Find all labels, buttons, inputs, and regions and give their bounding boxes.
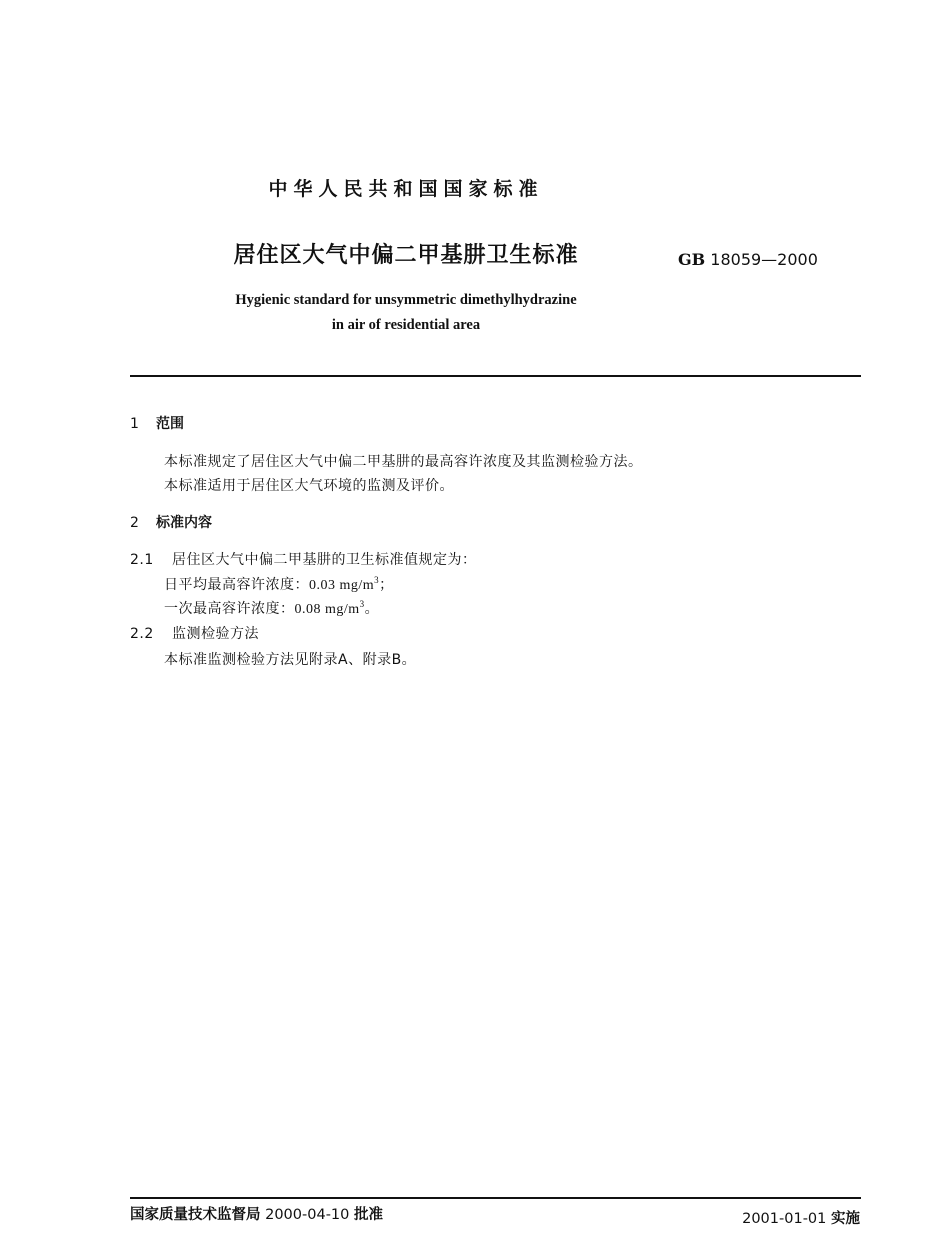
daily-average-limit-text: 日平均最高容许浓度：0.03 mg/m xyxy=(164,578,375,593)
daily-average-limit xyxy=(164,574,394,594)
title-en-line1: Hygienic standard for unsymmetric dimethylhydrazine xyxy=(235,292,577,308)
daily-average-limit-punct: ； xyxy=(379,578,394,593)
subsection-2-2-number: 2.2 xyxy=(130,626,154,642)
standard-code-prefix: GB xyxy=(678,250,706,269)
footer-issuer: 国家质量技术监督局 xyxy=(130,1207,261,1223)
section-2-title: 标准内容 xyxy=(156,515,212,531)
subsection-2-1 xyxy=(130,549,477,569)
document-title-zh: 居住区大气中偏二甲基肼卫生标准 xyxy=(233,243,579,268)
subsection-2-1-text: 居住区大气中偏二甲基肼的卫生标准值规定为： xyxy=(172,552,477,568)
subsection-2-2 xyxy=(130,623,259,643)
section-2-heading xyxy=(130,512,212,532)
footer-effective-date: 2001-01-01 xyxy=(742,1211,827,1227)
footer-divider xyxy=(130,1197,861,1199)
single-maximum-limit-text: 一次最高容许浓度：0.08 mg/m xyxy=(164,602,360,617)
footer-approve-date: 2000-04-10 xyxy=(265,1207,350,1223)
footer-effective-label: 实施 xyxy=(831,1211,860,1227)
section-1-title: 范围 xyxy=(156,416,184,432)
subsection-2-2-text: 监测检验方法 xyxy=(172,626,259,642)
national-standard-heading: 中华人民共和国国家标准 xyxy=(268,178,544,200)
single-maximum-limit-exponent: 3 xyxy=(359,599,365,609)
section-1-paragraph-1: 本标准规定了居住区大气中偏二甲基肼的最高容许浓度及其监测检验方法。 xyxy=(164,454,643,470)
footer-effective xyxy=(742,1207,860,1228)
footer-approval xyxy=(130,1203,383,1224)
daily-average-limit-exponent: 3 xyxy=(374,575,380,585)
section-2-number: 2 xyxy=(130,515,139,531)
footer-approve-label: 批准 xyxy=(354,1207,383,1223)
document-title-en xyxy=(0,288,812,338)
section-1-heading xyxy=(130,413,184,433)
subsection-2-1-number: 2.1 xyxy=(130,552,154,568)
standard-code-number: 18059—2000 xyxy=(710,250,818,269)
subsection-2-2-paragraph: 本标准监测检验方法见附录A、附录B。 xyxy=(164,652,417,668)
header-divider xyxy=(130,375,861,377)
section-1-paragraph-2: 本标准适用于居住区大气环境的监测及评价。 xyxy=(164,478,454,494)
standard-code xyxy=(678,250,818,269)
title-en-line2: in air of residential area xyxy=(331,317,481,333)
section-1-number: 1 xyxy=(130,416,139,432)
single-maximum-limit-punct: 。 xyxy=(364,602,380,617)
single-maximum-limit xyxy=(164,598,379,618)
